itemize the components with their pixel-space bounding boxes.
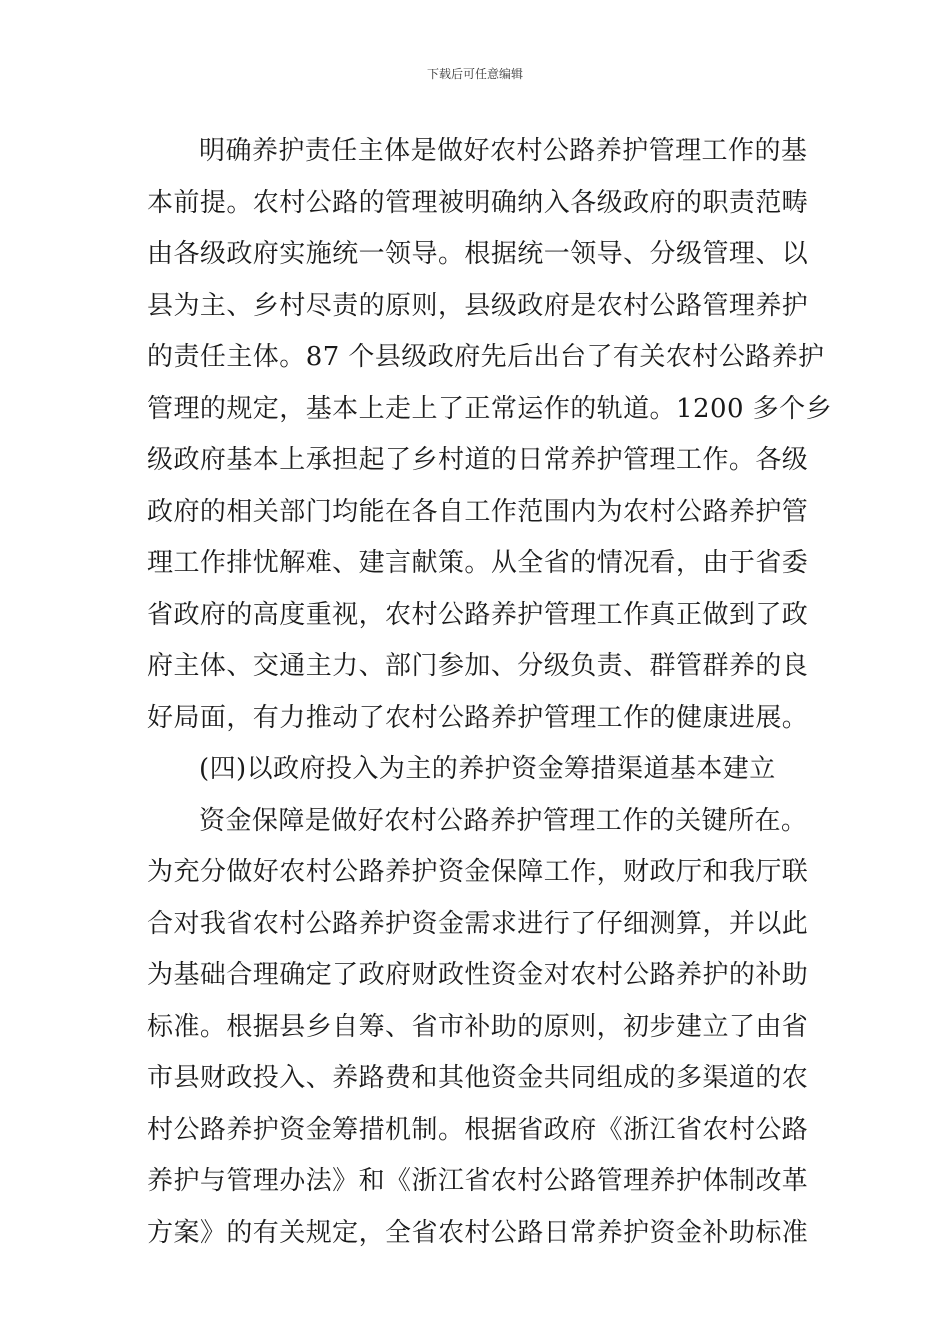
page-header: 下载后可任意编辑 (426, 67, 523, 81)
text-line: 为基础合理确定了政府财政性资金对农村公路养护的补助 (147, 960, 809, 990)
text-line: 方案》的有关规定，全省农村公路日常养护资金补助标准 (147, 1217, 809, 1248)
text-line: 的责任主体。87 个县级政府先后出台了有关农村公路养护 (147, 342, 825, 372)
text-line: 村公路养护资金筹措机制。根据省政府《浙江省农村公路 (147, 1114, 809, 1145)
text-line: 省政府的高度重视，农村公路养护管理工作真正做到了政 (147, 599, 809, 630)
document-body (147, 126, 833, 1259)
text-line: 级政府基本上承担起了乡村道的日常养护管理工作。各级 (147, 445, 809, 475)
text-line: 标准。根据县乡自筹、省市补助的原则，初步建立了由省 (147, 1011, 809, 1042)
text-line: 合对我省农村公路养护资金需求进行了仔细测算，并以此 (147, 908, 809, 939)
text-line: 管理的规定，基本上走上了正常运作的轨道。1200 多个乡 (147, 393, 833, 424)
text-line: 养护与管理办法》和《浙江省农村公路管理养护体制改革 (147, 1166, 809, 1196)
text-line: 府主体、交通主力、部门参加、分级负责、群管群养的良 (147, 651, 809, 681)
text-line: 为充分做好农村公路养护资金保障工作，财政厅和我厅联 (147, 857, 809, 887)
text-line: 政府的相关部门均能在各自工作范围内为农村公路养护管 (147, 496, 809, 527)
text-line: 明确养护责任主体是做好农村公路养护管理工作的基 (199, 136, 808, 166)
section-heading (147, 744, 807, 796)
text-line: 好局面，有力推动了农村公路养护管理工作的健康进展。 (147, 702, 809, 733)
heading-line: (四)以政府投入为主的养护资金筹措渠道基本建立 (199, 754, 776, 784)
text-line: 本前提。农村公路的管理被明确纳入各级政府的职责范畴 (147, 187, 809, 218)
text-line: 理工作排忧解难、建言献策。从全省的情况看，由于省委 (147, 548, 809, 578)
text-line: 市县财政投入、养路费和其他资金共同组成的多渠道的农 (147, 1063, 809, 1093)
paragraph (147, 796, 807, 1260)
text-line: 由各级政府实施统一领导。根据统一领导、分级管理、以 (147, 239, 809, 269)
paragraph (147, 126, 833, 744)
text-line: 资金保障是做好农村公路养护管理工作的关键所在。 (199, 805, 808, 836)
text-line: 县为主、乡村尽责的原则，县级政府是农村公路管理养护 (147, 290, 809, 321)
